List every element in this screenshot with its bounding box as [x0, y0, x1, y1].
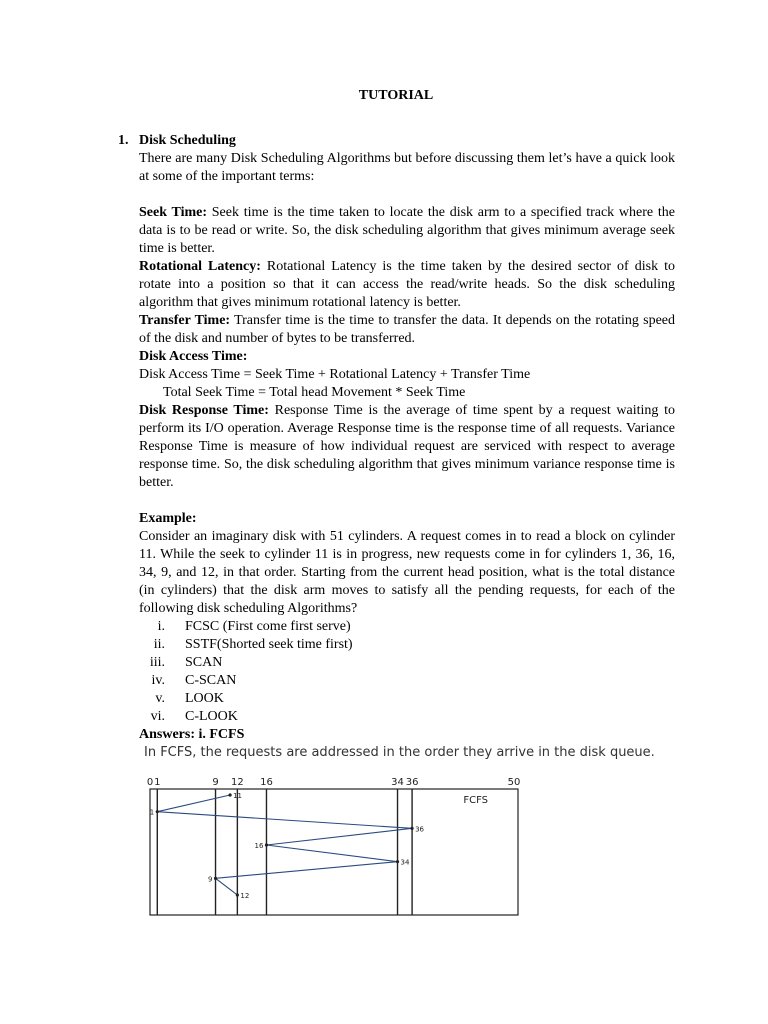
path-segment	[157, 795, 230, 812]
list-item-number: v.	[155, 691, 165, 706]
data-point	[236, 893, 239, 896]
example-label: Example:	[139, 511, 197, 526]
data-point	[396, 860, 399, 863]
disk-access-time-heading	[139, 348, 675, 366]
list-item	[139, 672, 675, 690]
tick-label-16: 16	[260, 777, 273, 788]
list-item-label: SSTF(Shorted seek time first)	[185, 637, 353, 652]
disk-response-time-paragraph	[139, 402, 675, 492]
algorithm-list	[139, 618, 675, 726]
list-item-number: ii.	[153, 637, 165, 652]
tutorial-content	[118, 132, 676, 762]
tick-label-34: 34	[391, 777, 404, 788]
list-item-label: C-LOOK	[185, 709, 238, 724]
path-segment	[216, 878, 238, 895]
point-label: 9	[208, 875, 213, 884]
path-segment	[266, 828, 412, 845]
spacer	[139, 186, 675, 204]
list-item	[139, 708, 675, 726]
list-item	[139, 618, 675, 636]
tick-label-1: 1	[154, 777, 161, 788]
point-label: 36	[415, 825, 425, 834]
transfer-time-label: Transfer Time:	[139, 313, 231, 328]
section-intro: There are many Disk Scheduling Algorithms but before discussing them let’s have a quick look at some of the important terms:	[139, 151, 675, 184]
list-item-number: vi.	[150, 709, 165, 724]
path-segment	[157, 812, 412, 829]
disk-access-time-label: Disk Access Time:	[139, 349, 248, 364]
tick-label-9: 9	[212, 777, 219, 788]
list-item-label: FCSC (First come first serve)	[185, 619, 351, 634]
rotational-latency-text: Rotational Latency is the time taken by the desired sector of disk to rotate into a position so that it can access the read/write heads. So the disk scheduling algorithm that gives minimum rotational latency is better.	[139, 259, 675, 310]
path-segment	[266, 845, 397, 862]
list-item-number: i.	[157, 619, 165, 634]
list-item-number: iii.	[149, 655, 165, 670]
section-heading-row	[118, 132, 675, 150]
list-item-number: iv.	[151, 673, 165, 688]
section-number: 1.	[118, 133, 129, 148]
section-heading: Disk Scheduling	[139, 133, 236, 148]
data-point	[156, 810, 159, 813]
list-item	[139, 690, 675, 708]
point-label: 16	[254, 842, 264, 850]
seek-time-label: Seek Time:	[139, 205, 208, 220]
fcfs-description-text: In FCFS, the requests are addressed in the order they arrive in the disk queue.	[144, 745, 655, 760]
fcfs-description	[139, 744, 675, 762]
rotational-latency-label: Rotational Latency:	[139, 259, 261, 274]
page-title: TUTORIAL	[358, 88, 434, 103]
transfer-time-text: Transfer time is the time to transfer the data. It depends on the rotating speed of the disk and number of bytes to be transferred.	[139, 313, 676, 346]
seek-time-text: Seek time is the time taken to locate the disk arm to a specified track where the data is to be read or write. So, the disk scheduling algorithm that gives minimum average seek time is better.	[139, 205, 675, 256]
example-text: Consider an imaginary disk with 51 cylinders. A request comes in to read a block on cylinder 11. While the seek to cylinder 11 is in progress, new requests come in for cylinders 1, 36, 16, 34, 9, and 12, in that order. Starting from the current head position, what is the total distance (in cylinders) that the disk arm moves to satisfy all the pending requests, for each of the following disk scheduling Algorithms?	[139, 529, 675, 616]
list-item-label: SCAN	[185, 655, 223, 670]
point-label: 34	[400, 858, 410, 867]
point-label: 1	[149, 808, 155, 817]
list-item-label: LOOK	[185, 691, 224, 706]
list-item-label: C-SCAN	[185, 673, 237, 688]
point-label: 12	[240, 892, 250, 900]
answers-label: Answers: i. FCFS	[139, 727, 245, 742]
list-item	[139, 636, 675, 654]
data-point	[410, 827, 413, 830]
point-label: 11	[233, 792, 243, 800]
chart-frame	[150, 789, 518, 915]
data-point	[265, 843, 268, 846]
tick-label-0: 0	[146, 777, 154, 788]
tick-label-36: 36	[405, 777, 419, 788]
fcfs-chart	[142, 773, 522, 918]
seek-time-paragraph	[139, 204, 675, 258]
list-item	[139, 654, 675, 672]
example-heading	[139, 510, 675, 528]
total-seek-formula: Total Seek Time = Total head Movement * Seek Time	[163, 385, 466, 400]
fcfs-diagram	[142, 773, 522, 924]
disk-response-time-label: Disk Response Time:	[139, 403, 269, 418]
path-segment	[216, 862, 398, 879]
data-point	[228, 793, 231, 796]
tick-label-12: 12	[230, 777, 244, 788]
chart-title: FCFS	[463, 795, 488, 806]
transfer-time-paragraph	[139, 312, 675, 348]
spacer	[139, 492, 675, 510]
answers-heading	[139, 726, 675, 744]
disk-response-time-text: Response Time is the average of time spent by a request waiting to perform its I/O operation. Average Response time is the response time of all requests. Variance Response Time is measure of how individual request are serviced with respect to average response time. So, the disk scheduling algorithm that gives minimum variance response time is better.	[139, 403, 675, 490]
disk-access-formula: Disk Access Time = Seek Time + Rotational Latency + Transfer Time	[139, 367, 531, 382]
tick-label-50: 50	[507, 777, 521, 788]
rotational-latency-paragraph	[139, 258, 675, 312]
data-point	[214, 877, 217, 880]
